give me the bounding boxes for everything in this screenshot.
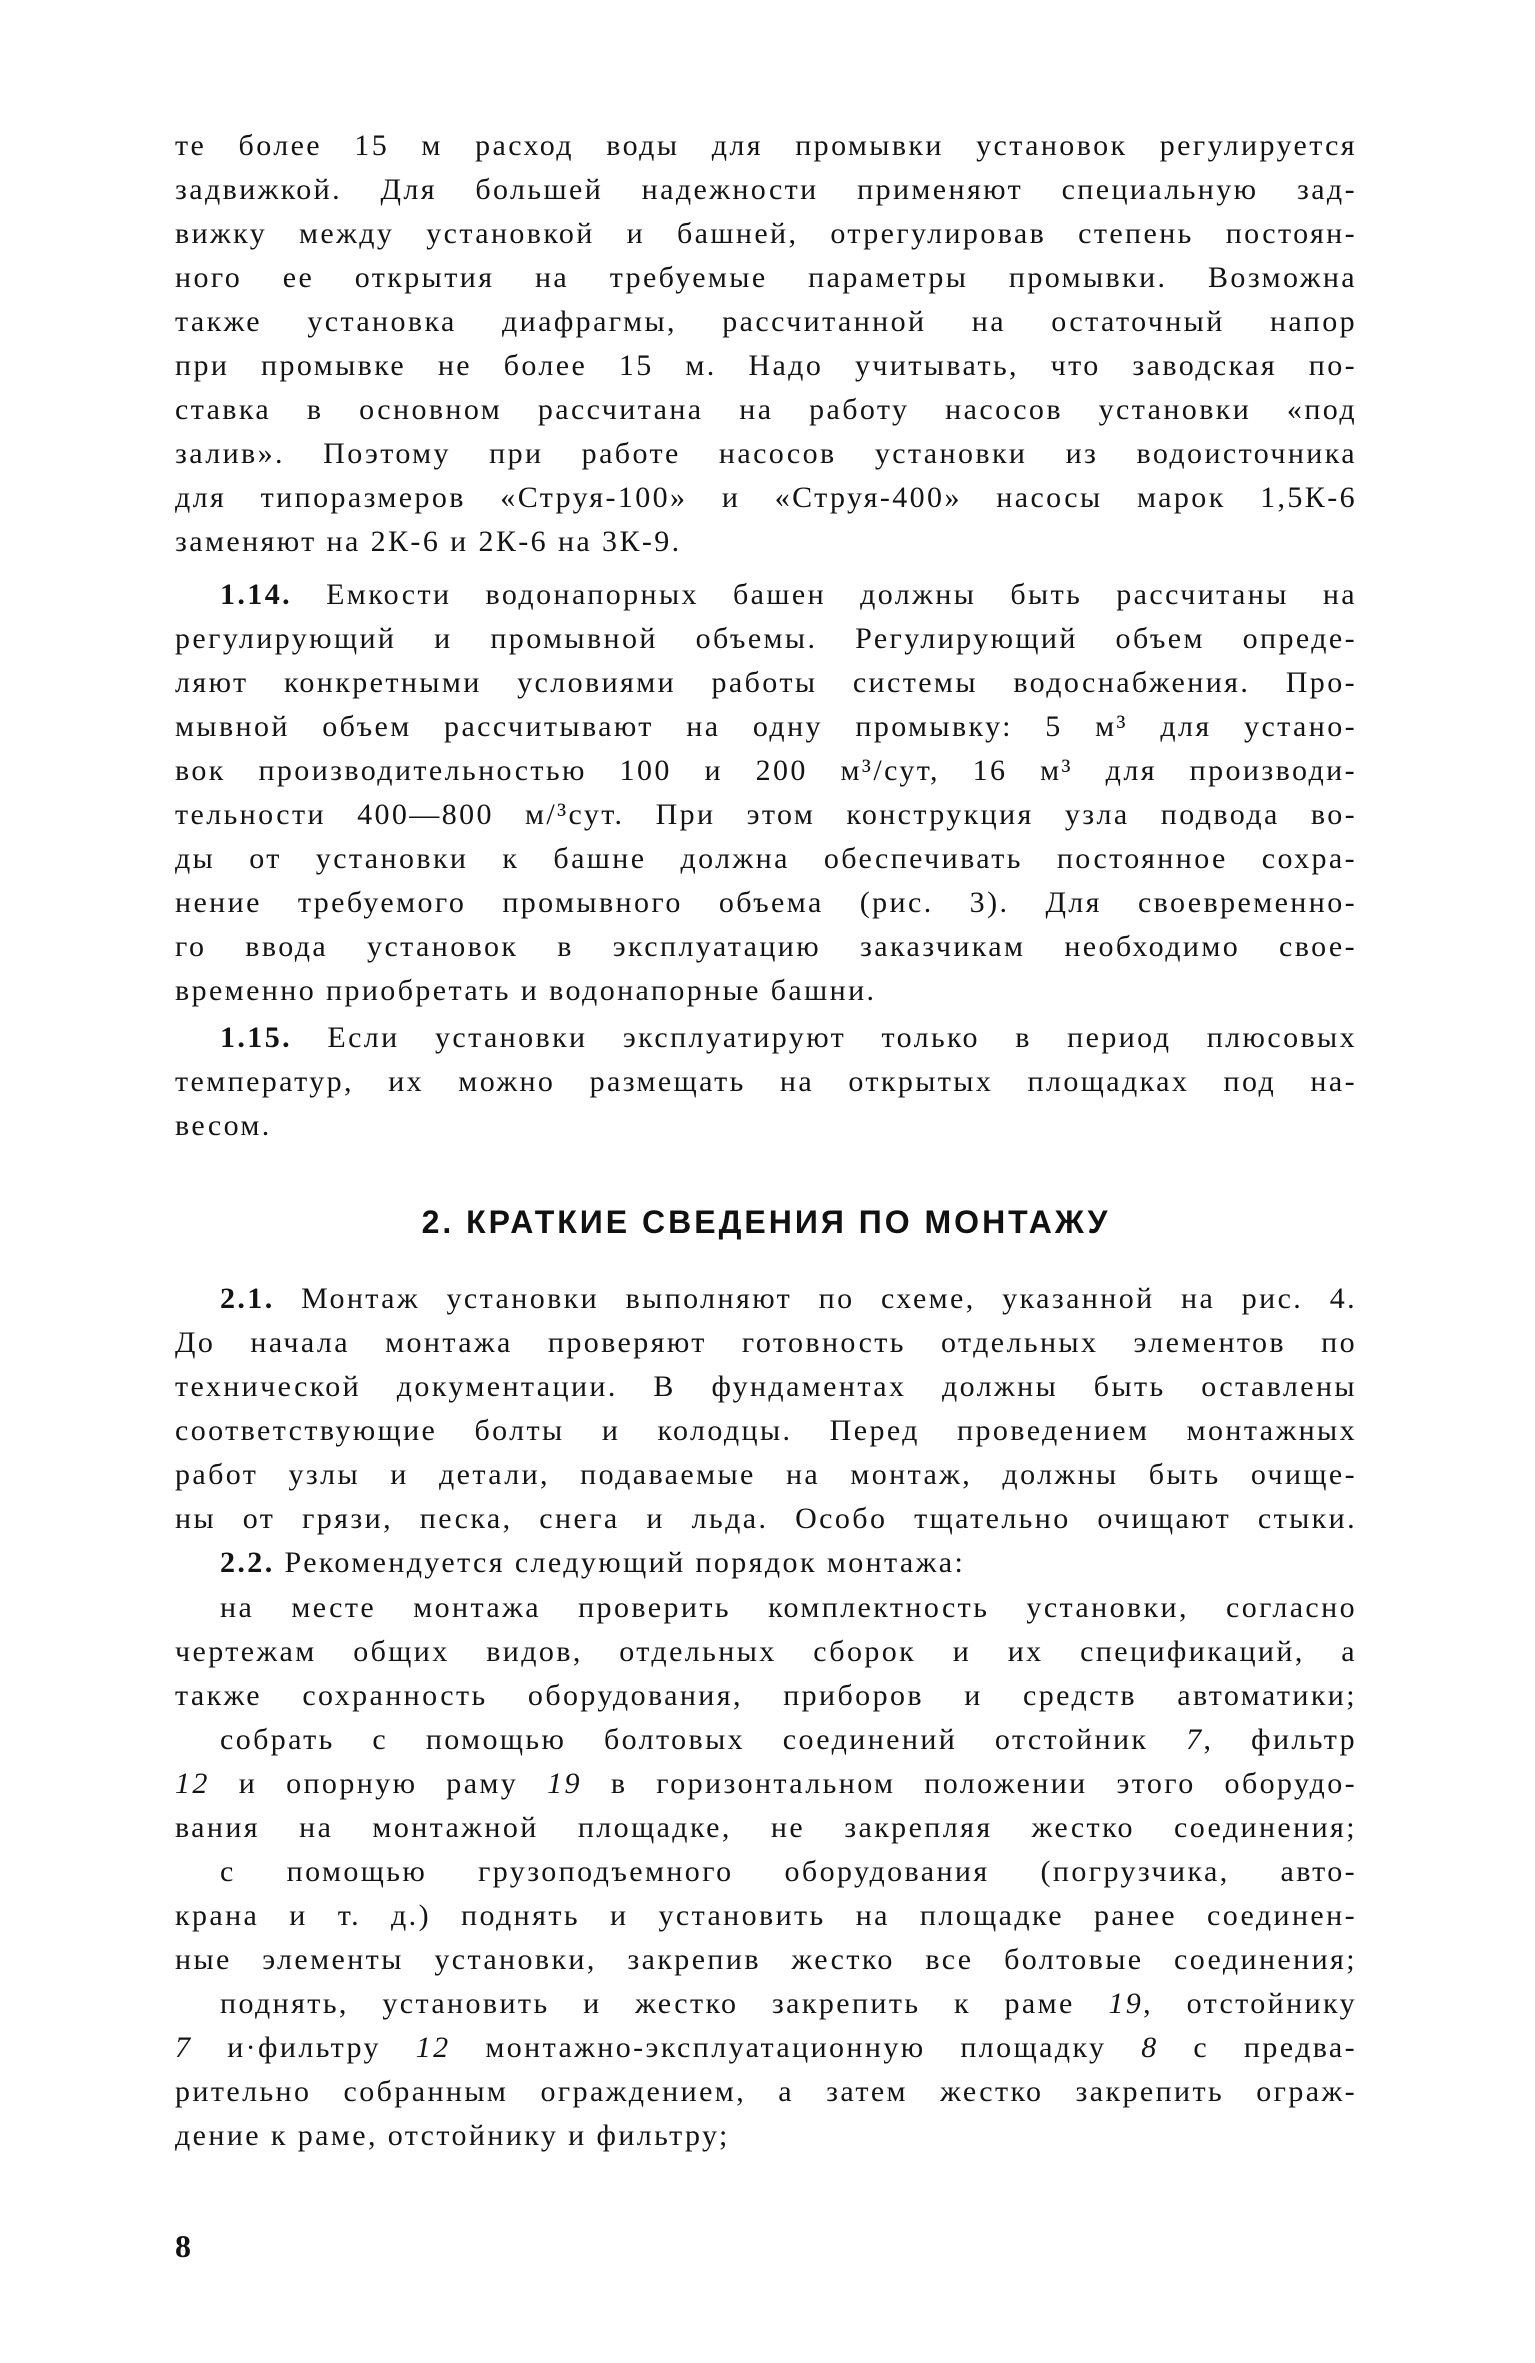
text-line: го ввода установок в эксплуатацию заказчикам необходимо свое- (175, 930, 1357, 963)
figure-ref: 12 (175, 1767, 210, 1800)
text-segment: Емкости водонапорных башен должны быть рассчитаны на (326, 578, 1357, 611)
paragraph-1-14 (175, 573, 1357, 1013)
text-line: соответствующие болты и колодцы. Перед проведением монтажных (175, 1414, 1357, 1447)
text-segment: в горизонтальном положении этого оборудо- (610, 1767, 1357, 1800)
text-line: весом. (175, 1109, 272, 1142)
figure-ref: 8 (1141, 2031, 1159, 2064)
text-line: ляют конкретными условиями работы системы водоснабжения. Про- (175, 666, 1357, 699)
text-line: временно приобретать и водонапорные башни. (175, 974, 877, 1007)
text-line (175, 1762, 1357, 1806)
text-line: для типоразмеров «Струя-100» и «Струя-400» насосы марок 1,5К-6 (175, 481, 1357, 514)
text-segment: монтажно-эксплуатационную площадку (485, 2031, 1107, 2064)
text-line: тельности 400—800 м/³сут. При этом конструкция узла подвода во- (175, 798, 1357, 831)
procedure-step (175, 1850, 1357, 1982)
text-segment: собрать с помощью болтовых соединений отстойник (220, 1723, 1149, 1756)
text-line (175, 1541, 1357, 1585)
text-line (175, 2026, 1357, 2070)
section-heading: 2. КРАТКИЕ СВЕДЕНИЯ ПО МОНТАЖУ (421, 1204, 1111, 1240)
text-line: дение к раме, отстойнику и фильтру; (175, 2119, 730, 2152)
section-number: 2.2. (220, 1546, 275, 1579)
text-segment: с предва- (1193, 2031, 1358, 2064)
procedure-step (175, 1982, 1357, 2158)
text-segment: , отстойнику (1143, 1987, 1357, 2020)
text-line: мывной объем рассчитывают на одну промывку: 5 м³ для устано- (175, 710, 1357, 743)
figure-ref: 12 (415, 2031, 451, 2064)
figure-ref: 19 (547, 1767, 582, 1800)
text-line (175, 573, 1357, 617)
text-line: ного ее открытия на требуемые параметры промывки. Возможна (175, 261, 1357, 294)
text-line (175, 1277, 1357, 1321)
figure-ref: 7 (1186, 1723, 1204, 1756)
figure-ref: 7 (175, 2031, 193, 2064)
text-line: рительно собранным ограждением, а затем жестко закрепить ограж- (175, 2075, 1357, 2108)
text-line: с помощью грузоподъемного оборудования (погрузчика, авто- (220, 1855, 1357, 1888)
text-line: вания на монтажной площадке, не закрепляя жестко соединения; (175, 1811, 1357, 1844)
text-line: нение требуемого промывного объема (рис. 3). Для своевременно- (175, 886, 1357, 919)
text-line: ные элементы установки, закрепив жестко все болтовые соединения; (175, 1943, 1357, 1976)
figure-ref: 19 (1108, 1987, 1144, 2020)
text-line: технической документации. В фундаментах должны быть оставлены (175, 1370, 1357, 1403)
text-segment: Если установки эксплуатируют только в период плюсовых (327, 1021, 1357, 1054)
procedure-step (175, 1718, 1357, 1850)
text-line: ставка в основном рассчитана на работу насосов установки «под (175, 393, 1357, 426)
paragraph-continuation (175, 124, 1357, 564)
page-number: 8 (175, 2228, 191, 2264)
procedure-step (175, 1586, 1357, 1718)
text-line: До начала монтажа проверяют готовность отдельных элементов по (175, 1326, 1357, 1359)
text-line: ны от грязи, песка, снега и льда. Особо тщательно очищают стыки. (175, 1502, 1357, 1535)
paragraph-1-15 (175, 1016, 1357, 1148)
text-line: работ узлы и детали, подаваемые на монтаж, должны быть очище- (175, 1458, 1357, 1491)
text-column (175, 124, 1357, 2158)
text-line: залив». Поэтому при работе насосов установки из водоисточника (175, 437, 1357, 470)
text-line: регулирующий и промывной объемы. Регулирующий объем опреде- (175, 622, 1357, 655)
text-segment: и·фильтру (227, 2031, 381, 2064)
text-line: вок производительностью 100 и 200 м³/сут, 16 м³ для производи- (175, 754, 1357, 787)
paragraph-2-2 (175, 1541, 1357, 2158)
text-line (175, 1718, 1357, 1762)
text-line: заменяют на 2К-6 и 2К-6 на 3К-9. (175, 525, 682, 558)
text-segment: поднять, установить и жестко закрепить к раме (220, 1987, 1075, 2020)
text-line: крана и т. д.) поднять и установить на площадке ранее соединен- (175, 1899, 1357, 1932)
text-line: также установка диафрагмы, рассчитанной на остаточный напор (175, 305, 1357, 338)
text-line: чертежам общих видов, отдельных сборок и их спецификаций, а (175, 1635, 1357, 1668)
section-number: 2.1. (220, 1282, 275, 1315)
text-segment: Монтаж установки выполняют по схеме, указанной на рис. 4. (301, 1282, 1357, 1315)
paragraph-2-1 (175, 1277, 1357, 1541)
text-line: при промывке не более 15 м. Надо учитывать, что заводская по- (175, 349, 1357, 382)
text-line: также сохранность оборудования, приборов и средств автоматики; (175, 1679, 1357, 1712)
text-segment: и опорную раму (238, 1767, 519, 1800)
text-line: задвижкой. Для большей надежности применяют специальную зад- (175, 173, 1357, 206)
text-line: те более 15 м расход воды для промывки установок регулируется (175, 129, 1357, 162)
text-line: вижку между установкой и башней, отрегулировав степень постоян- (175, 217, 1357, 250)
text-segment: Рекомендуется следующий порядок монтажа: (284, 1546, 966, 1579)
section-number: 1.15. (220, 1021, 292, 1054)
text-line (175, 1982, 1357, 2026)
text-line: на месте монтажа проверить комплектность установки, согласно (220, 1591, 1357, 1624)
text-line: ды от установки к башне должна обеспечивать постоянное сохра- (175, 842, 1357, 875)
text-segment: , фильтр (1203, 1723, 1357, 1756)
text-line: температур, их можно размещать на открытых площадках под на- (175, 1065, 1357, 1098)
text-line (175, 1016, 1357, 1060)
section-number: 1.14. (220, 578, 292, 611)
